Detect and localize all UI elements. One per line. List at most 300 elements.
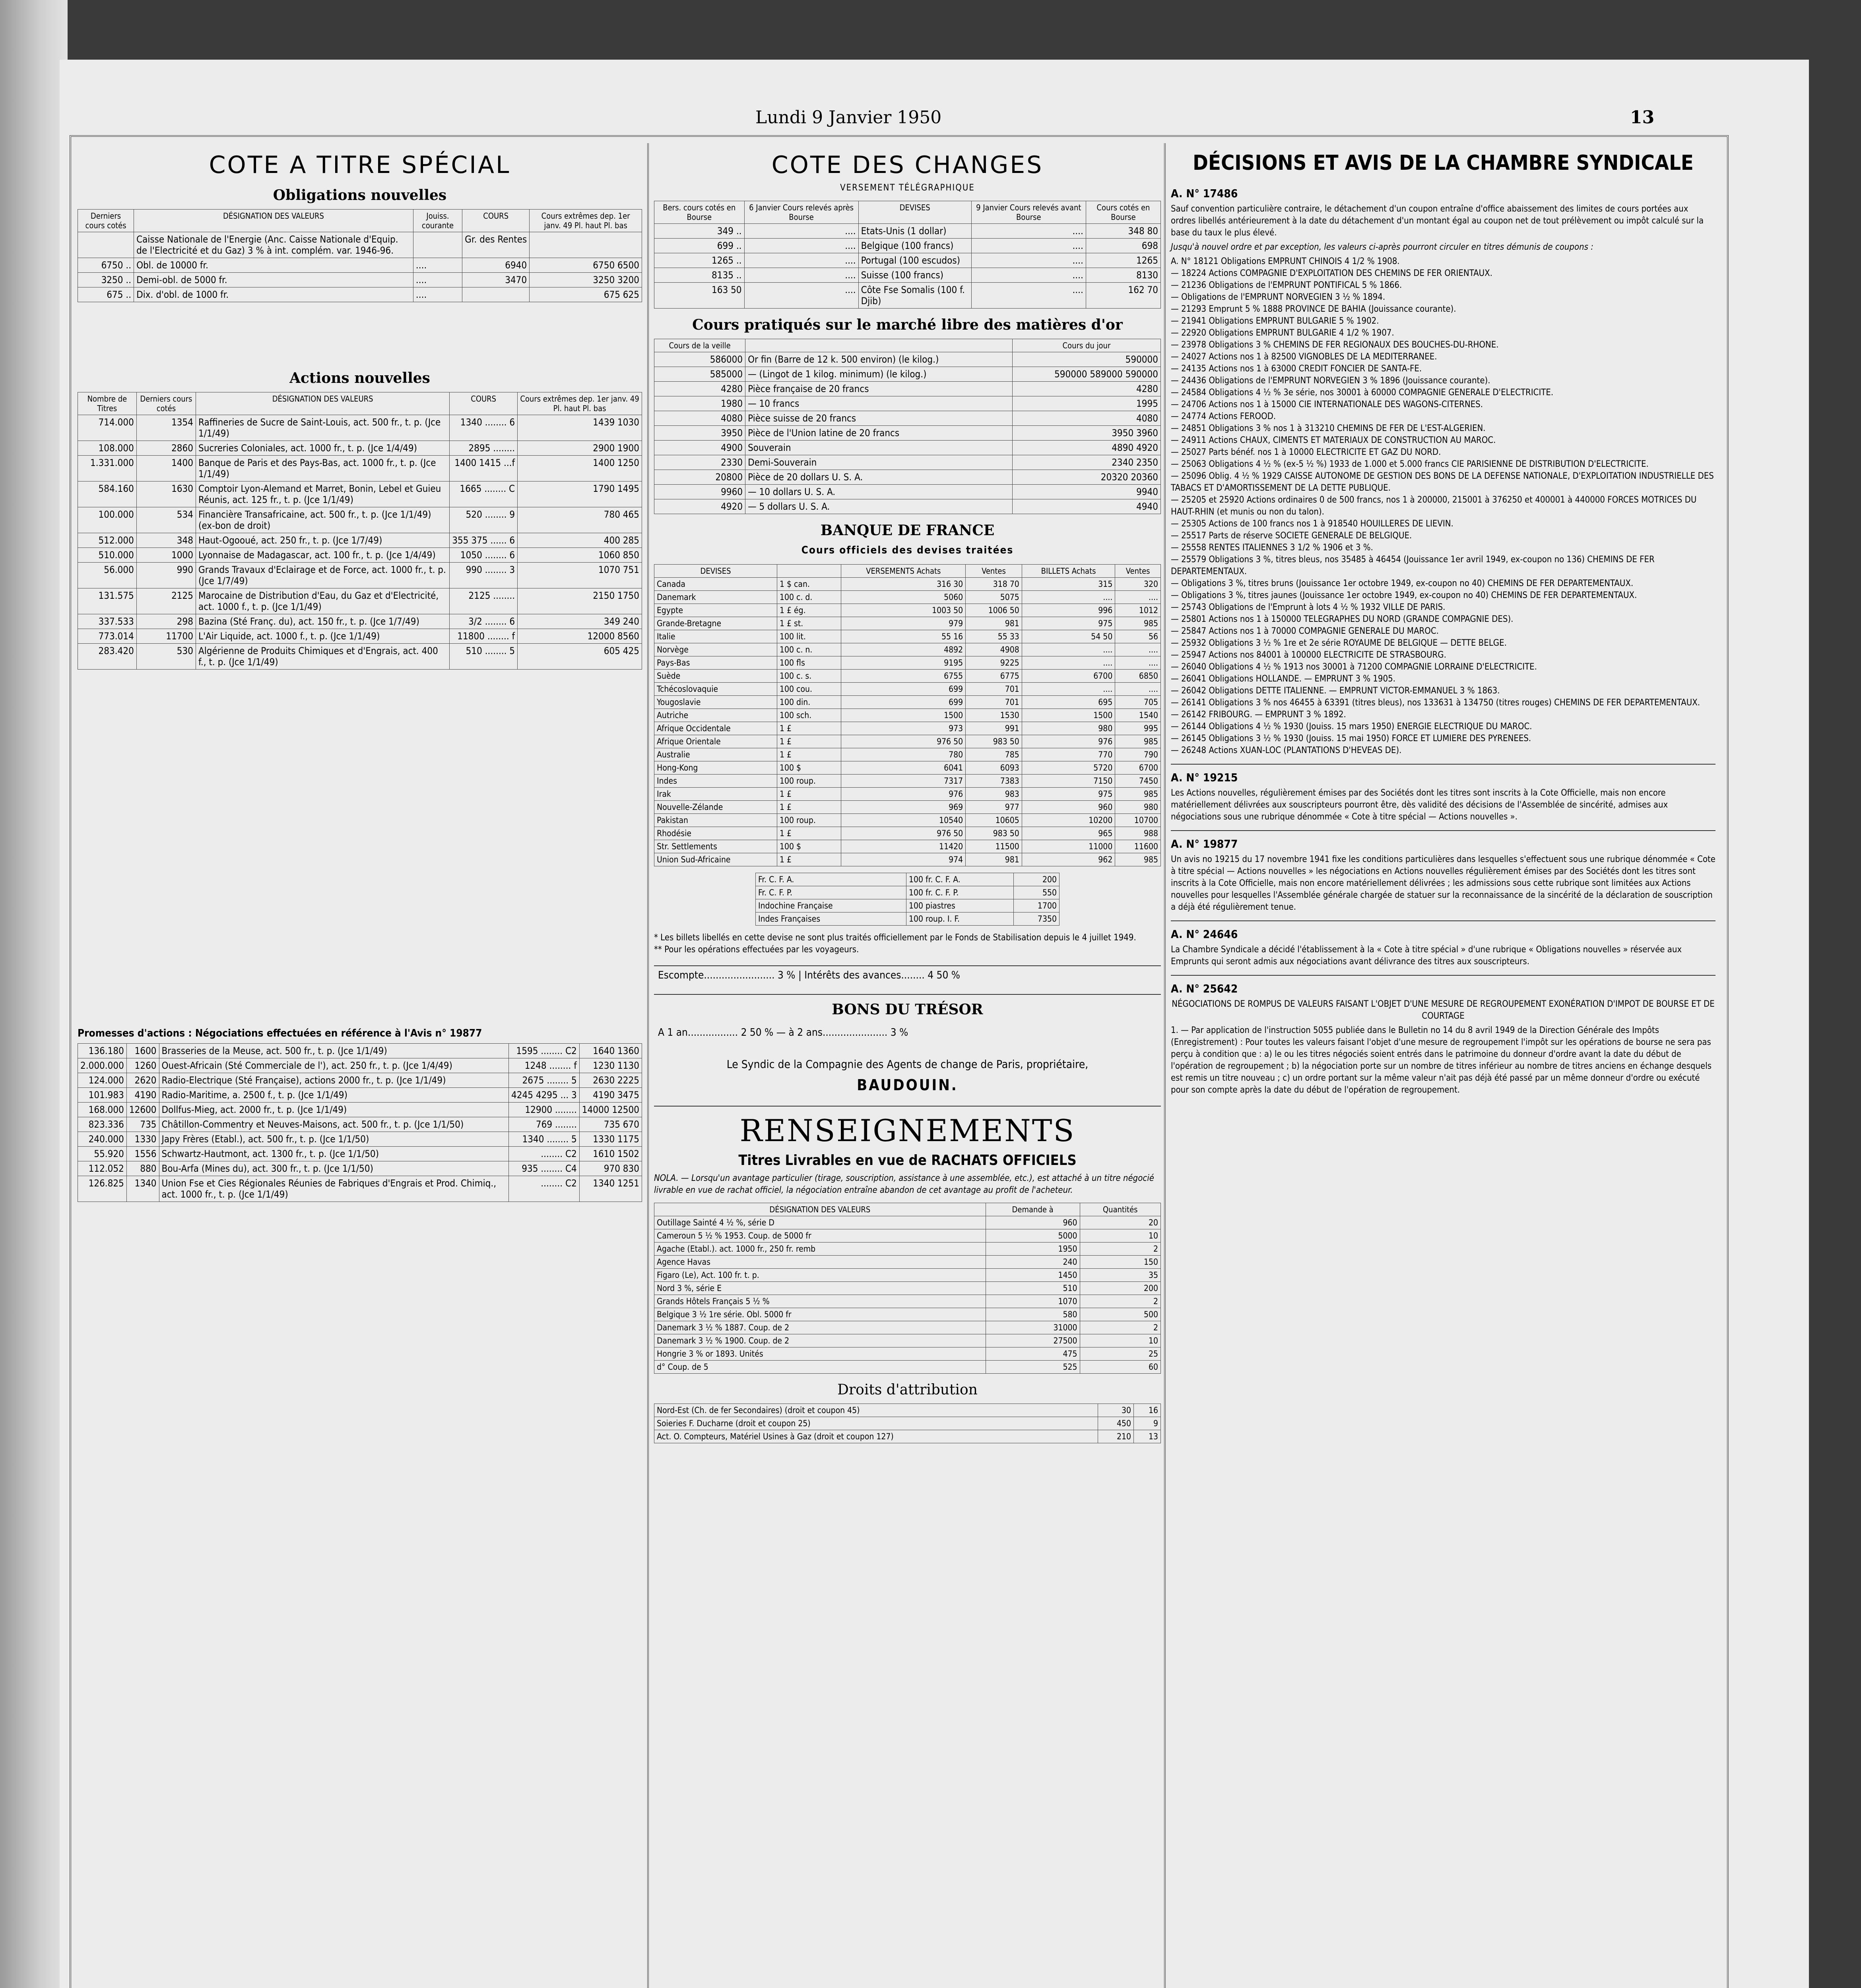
table-cell: 1 £	[777, 853, 841, 866]
table-cell: 988	[1115, 827, 1161, 840]
table-cell: 520 ........ 9	[450, 507, 518, 533]
table-cell: ....	[971, 224, 1086, 239]
table-cell: 530	[136, 644, 196, 670]
table-cell: 100 din.	[777, 696, 841, 709]
table-row	[654, 485, 1161, 499]
table-cell: 200	[1013, 873, 1059, 886]
table-cell: 1 £ ég.	[777, 604, 841, 617]
table-row	[654, 643, 1161, 656]
table-cell: 705	[1115, 696, 1161, 709]
table-cell: 10605	[966, 814, 1022, 827]
table-cell: Etats-Unis (1 dollar)	[858, 224, 971, 239]
list-item: — 23978 Obligations 3 % CHEMINS DE FER REGIONAUX DES BOUCHES-DU-RHONE.	[1171, 340, 1499, 350]
table-cell: 131.575	[78, 588, 137, 614]
table-cell: 8135 ..	[654, 268, 745, 283]
table-cell: 2	[1080, 1321, 1160, 1334]
table-cell: 1610 1502	[579, 1147, 642, 1161]
list-item: — 25579 Obligations 3 %, titres bleus, nos 35485 à 46454 (Jouissance 1er avril 1949, ex-coupon no 136) CHEMINS DE FER DEPARTEMENTAUX.	[1171, 555, 1655, 577]
table-cell: Agence Havas	[654, 1256, 986, 1269]
table-cell: — (Lingot de 1 kilog. minimum) (le kilog.)	[745, 367, 1013, 382]
table-cell: 55 33	[966, 630, 1022, 643]
table-cell: Danemark 3 ½ % 1887. Coup. de 2	[654, 1321, 986, 1334]
table-row	[654, 748, 1161, 761]
table-cell: Pièce de 20 dollars U. S. A.	[745, 470, 1013, 485]
table-cell: 14000 12500	[579, 1103, 642, 1117]
table-cell: 995	[1115, 722, 1161, 735]
table-cell: 550	[1013, 886, 1059, 899]
table-row	[654, 499, 1161, 514]
table-cell: 100 $	[777, 761, 841, 775]
table-cell: 1500	[841, 709, 966, 722]
table-cell: 996	[1022, 604, 1115, 617]
table-cell: 6700	[1022, 670, 1115, 683]
table-row	[78, 232, 642, 258]
table-cell: 124.000	[78, 1073, 127, 1088]
table-cell: 3/2 ........ 6	[450, 614, 518, 629]
table-cell: 585000	[654, 367, 745, 382]
table-cell: 9	[1134, 1417, 1161, 1430]
list-item: — 26248 Actions XUAN-LOC (PLANTATIONS D'HEVEAS DE).	[1171, 746, 1402, 755]
table-header: Derniers cours cotés	[78, 210, 134, 232]
table-cell: 1070	[986, 1295, 1080, 1308]
table-cell: ....	[1022, 591, 1115, 604]
table-cell: 823.336	[78, 1117, 127, 1132]
table-cell: Portugal (100 escudos)	[858, 253, 971, 268]
table-cell: 9960	[654, 485, 745, 499]
table-cell: 100 roup.	[777, 814, 841, 827]
table-row	[756, 912, 1060, 926]
table-cell: 9225	[966, 656, 1022, 670]
table-cell: 100 fr. C. F. P.	[906, 886, 1014, 899]
oblig-table	[78, 209, 642, 302]
list-item: — Obligations 3 %, titres bruns (Jouissance 1er octobre 1949, ex-coupon no 40) CHEMINS DE FER DEPARTEMENTAUX.	[1171, 579, 1634, 588]
avis-number: A. N° 24646	[1171, 920, 1715, 941]
table-cell: 701	[966, 696, 1022, 709]
table-cell: 200	[1080, 1282, 1160, 1295]
table-cell: Brasseries de la Meuse, act. 500 fr., t. p. (Jce 1/1/49)	[159, 1044, 509, 1058]
table-header: DEVISES	[858, 201, 971, 224]
table-cell: 1530	[966, 709, 1022, 722]
avis-number: A. N° 17486	[1171, 187, 1238, 200]
table-cell: 13	[1134, 1430, 1161, 1443]
table-cell: Union Sud-Africaine	[654, 853, 777, 866]
table-cell: Ouest-Africain (Sté Commerciale de l'), act. 250 fr., t. p. (Jce 1/4/49)	[159, 1058, 509, 1073]
table-header: Nombre de Titres	[78, 392, 137, 415]
table-cell: 100 roup.	[777, 775, 841, 788]
table-header: Jouiss. courante	[413, 210, 462, 232]
table-cell: Union Fse et Cies Régionales Réunies de Fabriques d'Engrais et Prod. Chimiq., act. 1000 fr., t. p. (Jce 1/1/49)	[159, 1176, 509, 1202]
table-cell: ....	[971, 253, 1086, 268]
table-cell: 980	[1022, 722, 1115, 735]
table-row	[654, 1229, 1161, 1242]
table-row	[78, 644, 642, 670]
table-cell: 1003 50	[841, 604, 966, 617]
table-row	[756, 873, 1060, 886]
list-item: — 24027 Actions nos 1 à 82500 VIGNOBLES DE LA MEDITERRANEE.	[1171, 352, 1437, 362]
table-row	[654, 761, 1161, 775]
table-cell: Belgique 3 ½ 1re série. Obl. 5000 fr	[654, 1308, 986, 1321]
table-cell: 100.000	[78, 507, 137, 533]
table-cell: 5060	[841, 591, 966, 604]
table-cell: ....	[1022, 643, 1115, 656]
table-row	[78, 1147, 642, 1161]
table-cell: Demi-obl. de 5000 fr.	[134, 273, 413, 287]
table-cell: 773.014	[78, 629, 137, 644]
table-row	[654, 352, 1161, 367]
table-cell: 100 c. s.	[777, 670, 841, 683]
table-cell: 780	[841, 748, 966, 761]
table-cell: 5000	[986, 1229, 1080, 1242]
table-cell: Canada	[654, 578, 777, 591]
table-cell: 510	[986, 1282, 1080, 1295]
table-row	[654, 382, 1161, 396]
table-row	[78, 548, 642, 563]
table-header: Demande à	[986, 1203, 1080, 1216]
actions-title: Actions nouvelles	[289, 370, 430, 386]
table-cell: 6041	[841, 761, 966, 775]
table-row	[654, 683, 1161, 696]
table-cell: Norvège	[654, 643, 777, 656]
list-item: — 26041 Obligations HOLLANDE. — EMPRUNT 3 % 1905.	[1171, 674, 1395, 684]
table-cell	[462, 287, 530, 302]
table-cell: Radio-Maritime, a. 2500 f., t. p. (Jce 1/1/49)	[159, 1088, 509, 1103]
table-cell: Grande-Bretagne	[654, 617, 777, 630]
table-cell: Egypte	[654, 604, 777, 617]
table-row	[654, 853, 1161, 866]
avis-number: A. N° 19215	[1171, 764, 1715, 784]
table-row	[654, 788, 1161, 801]
table-cell: 10200	[1022, 814, 1115, 827]
table-row	[654, 656, 1161, 670]
escompte-line: Escompte........................ 3 % | Intérêts des avances........ 4 50 %	[654, 965, 1161, 984]
table-cell: 3470	[462, 273, 530, 287]
table-row	[654, 670, 1161, 683]
list-item: — Obligations de l'EMPRUNT NORVEGIEN 3 ½ % 1894.	[1171, 292, 1386, 302]
table-cell: 7317	[841, 775, 966, 788]
table-cell: Nord 3 %, série E	[654, 1282, 986, 1295]
table-cell: 985	[1115, 735, 1161, 748]
table-cell: 785	[966, 748, 1022, 761]
table-cell: 2	[1080, 1242, 1160, 1256]
table-cell: 975	[1022, 788, 1115, 801]
table-cell: 735 670	[579, 1117, 642, 1132]
table-row	[654, 709, 1161, 722]
table-cell: 320	[1115, 578, 1161, 591]
table-cell: 1450	[986, 1269, 1080, 1282]
table-cell: 10	[1080, 1229, 1160, 1242]
table-cell: Outillage Sainté 4 ½ %, série D	[654, 1216, 986, 1229]
droits-title: Droits d'attribution	[837, 1382, 978, 1398]
table-row	[78, 441, 642, 456]
table-cell: L'Air Liquide, act. 1000 f., t. p. (Jce 1/1/49)	[196, 629, 450, 644]
table-cell: 162 70	[1086, 283, 1160, 309]
syndic-line: Le Syndic de la Compagnie des Agents de change de Paris, propriétaire,	[726, 1058, 1089, 1071]
table-cell: 991	[966, 722, 1022, 735]
table-cell: Grands Hôtels Français 5 ½ %	[654, 1295, 986, 1308]
section-title: DÉCISIONS ET AVIS DE LA CHAMBRE SYNDICALE	[1193, 151, 1694, 175]
table-cell: 210	[1098, 1430, 1134, 1443]
table-cell: Str. Settlements	[654, 840, 777, 853]
table-row	[654, 1334, 1161, 1347]
table-cell: 27500	[986, 1334, 1080, 1347]
table-cell: 1070 751	[518, 563, 642, 588]
table-cell: 1060 850	[518, 548, 642, 563]
table-row	[78, 507, 642, 533]
table-cell: 1700	[1013, 899, 1059, 912]
table-row	[78, 563, 642, 588]
list-item: — 26040 Obligations 4 ½ % 1913 nos 30001 à 71200 COMPAGNIE LORRAINE D'ELECTRICITE.	[1171, 662, 1537, 672]
table-cell: Banque de Paris et des Pays-Bas, act. 1000 fr., t. p. (Jce 1/1/49)	[196, 456, 450, 481]
table-cell: ....	[971, 239, 1086, 253]
table-cell: 1439 1030	[518, 415, 642, 441]
table-cell: 584.160	[78, 481, 137, 507]
table-cell: 965	[1022, 827, 1115, 840]
table-cell: 11420	[841, 840, 966, 853]
table-cell: Pakistan	[654, 814, 777, 827]
table-cell: 1980	[654, 396, 745, 411]
table-header: Quantités	[1080, 1203, 1160, 1216]
list-item: — 26145 Obligations 3 ½ % 1930 (Jouiss. 15 mai 1950) FORCE ET LUMIERE DES PYRENEES.	[1171, 734, 1531, 744]
table-cell: — 10 dollars U. S. A.	[745, 485, 1013, 499]
table-cell: 11000	[1022, 840, 1115, 853]
table-cell: 976 50	[841, 827, 966, 840]
table-cell: Côte Fse Somalis (100 f. Djib)	[858, 283, 971, 309]
table-cell: 5720	[1022, 761, 1115, 775]
table-cell: 714.000	[78, 415, 137, 441]
table-cell: 974	[841, 853, 966, 866]
table-cell: 1400 1415 ...f	[450, 456, 518, 481]
list-item: — 25063 Obligations 4 ½ % (ex-5 ½ %) 1933 de 1.000 et 5.000 francs CIE PARISIENNE DE DISTRIBUTION D'ELECTRICITE.	[1171, 459, 1649, 469]
droits-table	[654, 1404, 1161, 1443]
table-cell: 790	[1115, 748, 1161, 761]
table-cell: 510 ........ 5	[450, 644, 518, 670]
table-cell: Pièce française de 20 francs	[745, 382, 1013, 396]
table-row	[654, 814, 1161, 827]
list-item: — 26144 Obligations 4 ½ % 1930 (Jouiss. 15 mars 1950) ENERGIE ELECTRIQUE DU MAROC.	[1171, 722, 1532, 732]
table-cell: 960	[1022, 801, 1115, 814]
table-cell: 100 c. n.	[777, 643, 841, 656]
table-cell: Pièce de l'Union latine de 20 francs	[745, 426, 1013, 441]
table-cell: Demi-Souverain	[745, 455, 1013, 470]
table-row	[654, 367, 1161, 382]
table-cell: 348	[136, 533, 196, 548]
cfa-table	[755, 873, 1060, 926]
table-cell: 1500	[1022, 709, 1115, 722]
table-header: Cours cotés en Bourse	[1086, 201, 1160, 224]
table-cell: 100 cou.	[777, 683, 841, 696]
table-cell: 2675 ........ 5	[509, 1073, 580, 1088]
table-cell: Dollfus-Mieg, act. 2000 fr., t. p. (Jce 1/1/49)	[159, 1103, 509, 1117]
table-cell: 985	[1115, 617, 1161, 630]
table-header: 6 Janvier Cours relevés après Bourse	[744, 201, 858, 224]
table-cell: 1 $ can.	[777, 578, 841, 591]
table-cell: 1 £	[777, 788, 841, 801]
bdf-note-2: ** Pour les opérations effectuées par les voyageurs.	[654, 945, 859, 955]
table-cell: 9195	[841, 656, 966, 670]
bdf-table	[654, 564, 1161, 866]
publisher-name: BAUDOUIN.	[857, 1076, 958, 1094]
table-cell: 1340 1251	[579, 1176, 642, 1202]
list-item: — 26141 Obligations 3 % nos 46455 à 63391 (titres bleus), nos 133631 à 134750 (titres rouges) CHEMINS DE FER DEPARTEMENTAUX.	[1171, 698, 1700, 708]
table-cell: 136.180	[78, 1044, 127, 1058]
avis-heading: NÉGOCIATIONS DE ROMPUS DE VALEURS FAISANT L'OBJET D'UNE MESURE DE REGROUPEMENT EXONÉRATION D'IMPOT DE BOURSE ET DE COURTAGE	[1172, 999, 1715, 1021]
table-header: DÉSIGNATION DES VALEURS	[654, 1203, 986, 1216]
table-cell: 675 625	[530, 287, 642, 302]
table-cell: 985	[1115, 853, 1161, 866]
table-header: DEVISES	[654, 565, 777, 578]
table-cell: 1400	[136, 456, 196, 481]
table-cell: 100 fr. C. F. A.	[906, 873, 1014, 886]
table-cell: 2125 ........	[450, 588, 518, 614]
table-cell: 1230 1130	[579, 1058, 642, 1073]
table-cell: Tchécoslovaquie	[654, 683, 777, 696]
table-cell: 580	[986, 1308, 1080, 1321]
table-cell: Agache (Etabl.). act. 1000 fr., 250 fr. remb	[654, 1242, 986, 1256]
table-row	[654, 441, 1161, 455]
table-cell: 2150 1750	[518, 588, 642, 614]
table-cell: 100 sch.	[777, 709, 841, 722]
table-cell: Suède	[654, 670, 777, 683]
table-row	[654, 1347, 1161, 1361]
table-cell: 450	[1098, 1417, 1134, 1430]
or-table	[654, 339, 1161, 514]
table-cell: 990 ........ 3	[450, 563, 518, 588]
table-cell: 54 50	[1022, 630, 1115, 643]
table-row	[78, 1044, 642, 1058]
table-row	[654, 801, 1161, 814]
table-cell: ....	[744, 253, 858, 268]
table-cell: ....	[413, 287, 462, 302]
table-cell: 5075	[966, 591, 1022, 604]
table-cell: 1665 ........ C	[450, 481, 518, 507]
table-cell	[530, 232, 642, 258]
table-cell: 8130	[1086, 268, 1160, 283]
table-cell: 10540	[841, 814, 966, 827]
table-cell: 6750 ..	[78, 258, 134, 273]
table-cell: 512.000	[78, 533, 137, 548]
table-row	[654, 827, 1161, 840]
table-cell: 976	[1022, 735, 1115, 748]
avis-text: Sauf convention particulière contraire, le détachement d'un coupon entraîne d'office abaissement des limites de cours portées aux ordres libellés antérieurement à la date du détachement d'un montant égal au coupon net de tout prélèvement ou impôt calculé sur la base du taux le plus élevé.	[1171, 204, 1704, 238]
table-cell: 979	[841, 617, 966, 630]
list-item: — 25932 Obligations 3 ½ % 1re et 2e série ROYAUME DE BELGIQUE — DETTE BELGE.	[1171, 638, 1507, 648]
table-cell: 1330 1175	[579, 1132, 642, 1147]
table-cell: 7350	[1013, 912, 1059, 926]
table-cell: Afrique Occidentale	[654, 722, 777, 735]
avis-subtext: Jusqu'à nouvel ordre et par exception, les valeurs ci-après pourront circuler en titres démunis de coupons :	[1171, 242, 1593, 252]
table-cell: 348 80	[1086, 224, 1160, 239]
table-header: DÉSIGNATION DES VALEURS	[134, 210, 413, 232]
table-cell: 2860	[136, 441, 196, 456]
table-cell: 318 70	[966, 578, 1022, 591]
renseignements-subtitle: Titres Livrables en vue de RACHATS OFFICIELS	[738, 1152, 1077, 1169]
table-row	[654, 1269, 1161, 1282]
renseignements-title: RENSEIGNEMENTS	[654, 1106, 1161, 1148]
table-cell: 100 $	[777, 840, 841, 853]
table-cell: — 10 francs	[745, 396, 1013, 411]
table-cell: 7450	[1115, 775, 1161, 788]
table-row	[654, 268, 1161, 283]
table-cell: 2330	[654, 455, 745, 470]
table-cell: Bou-Arfa (Mines du), act. 300 fr., t. p. (Jce 1/1/50)	[159, 1161, 509, 1176]
table-cell: Soieries F. Ducharne (droit et coupon 25)	[654, 1417, 1098, 1430]
table-header: VERSEMENTS Achats	[841, 565, 966, 578]
table-cell: Comptoir Lyon-Alemand et Marret, Bonin, Lebel et Guieu Réunis, act. 125 fr., t. p. (Jce 1/1/49)	[196, 481, 450, 507]
table-cell: 4080	[654, 411, 745, 426]
table-cell: 500	[1080, 1308, 1160, 1321]
list-item: — 24584 Obligations 4 ½ % 3e série, nos 30001 à 60000 COMPAGNIE GENERALE D'ELECTRICITE.	[1171, 388, 1554, 398]
table-cell: 6775	[966, 670, 1022, 683]
table-row	[654, 224, 1161, 239]
table-cell: Act. O. Compteurs, Matériel Usines à Gaz (droit et coupon 127)	[654, 1430, 1098, 1443]
list-item: — 25517 Parts de réserve SOCIETE GENERALE DE BELGIQUE.	[1171, 531, 1412, 541]
table-cell: 4190	[126, 1088, 159, 1103]
list-item: — Obligations 3 %, titres jaunes (Jouissance 1er octobre 1949, ex-coupon no 40) CHEMINS DE FER DEPARTEMENTAUX.	[1171, 590, 1637, 600]
table-cell: 100 c. d.	[777, 591, 841, 604]
table-header: Ventes	[1115, 565, 1161, 578]
table-cell: 4890 4920	[1012, 441, 1160, 455]
table-row	[654, 470, 1161, 485]
table-cell: 7150	[1022, 775, 1115, 788]
list-item: — 25947 Actions nos 84001 à 100000 ELECTRICITE DE STRASBOURG.	[1171, 650, 1446, 660]
table-cell: Souverain	[745, 441, 1013, 455]
list-item: — 25801 Actions nos 1 à 150000 TELEGRAPHES DU NORD (GRANDE COMPAGNIE DES).	[1171, 614, 1514, 624]
table-cell: 590000 589000 590000	[1012, 367, 1160, 382]
list-item: — 21293 Emprunt 5 % 1888 PROVINCE DE BAHIA (Jouissance courante).	[1171, 304, 1456, 314]
table-cell: Danemark 3 ½ % 1900. Coup. de 2	[654, 1334, 986, 1347]
table-cell: 7383	[966, 775, 1022, 788]
bdf-subtitle: Cours officiels des devises traitées	[801, 544, 1014, 556]
table-cell: 56.000	[78, 563, 137, 588]
table-header: 9 Janvier Cours relevés avant Bourse	[971, 201, 1086, 224]
table-header: Cours extrêmes dep. 1er janv. 49 Pl. haut Pl. bas	[530, 210, 642, 232]
list-item: — 18224 Actions COMPAGNIE D'EXPLOITATION DES CHEMINS DE FER ORIENTAUX.	[1171, 268, 1492, 278]
table-row	[78, 629, 642, 644]
table-cell: 983	[966, 788, 1022, 801]
table-row	[654, 1242, 1161, 1256]
avis-text: Un avis no 19215 du 17 novembre 1941 fixe les conditions particulières dans lesquelles s'effectuent sous une rubrique dénommée « Cote à titre spécial — Actions nouvelles » les négociations en Actions nouvelles régulièrement émises par des Sociétés dont les titres sont inscrits à la Cote Officielle, mais non encore matériellement délivrées ; les admissions sous cette rubrique sont limitées aux Actions nouvelles pour lesquelles l'Assemblée générale chargée de statuer sur la reconnaissance de la sincérité de la déclaration de souscription a déjà été régulièrement tenue.	[1171, 854, 1715, 912]
table-cell: 980	[1115, 801, 1161, 814]
table-cell: Indes	[654, 775, 777, 788]
table-cell: 1995	[1012, 396, 1160, 411]
table-cell: 316 30	[841, 578, 966, 591]
promesses-table	[78, 1043, 642, 1202]
table-cell: Rhodésie	[654, 827, 777, 840]
table-cell: Pays-Bas	[654, 656, 777, 670]
table-row	[654, 1430, 1161, 1443]
table-cell: 1640 1360	[579, 1044, 642, 1058]
table-cell: 283.420	[78, 644, 137, 670]
table-cell: 770	[1022, 748, 1115, 761]
table-cell: 2.000.000	[78, 1058, 127, 1073]
table-cell: 1265	[1086, 253, 1160, 268]
table-cell: 16	[1134, 1404, 1161, 1417]
bdf-note-1: * Les billets libellés en cette devise ne sont plus traités officiellement par le Fonds de Stabilisation depuis le 4 juillet 1949.	[654, 933, 1136, 943]
table-cell: 586000	[654, 352, 745, 367]
list-item: — 26042 Obligations DETTE ITALIENNE. — EMPRUNT VICTOR-EMMANUEL 3 % 1863.	[1171, 686, 1500, 696]
table-cell: 2125	[136, 588, 196, 614]
list-item: — 24911 Actions CHAUX, CIMENTS ET MATERIAUX DE CONSTRUCTION AU MAROC.	[1171, 435, 1496, 445]
table-row	[78, 258, 642, 273]
table-cell: 1012	[1115, 604, 1161, 617]
table-cell	[78, 232, 134, 258]
table-cell: ....	[413, 273, 462, 287]
table-cell: ....	[1115, 591, 1161, 604]
table-cell: 1050 ........ 6	[450, 548, 518, 563]
table-cell: Or fin (Barre de 12 k. 500 environ) (le kilog.)	[745, 352, 1013, 367]
table-cell: 510.000	[78, 548, 137, 563]
table-cell: 100 roup. I. F.	[906, 912, 1014, 926]
